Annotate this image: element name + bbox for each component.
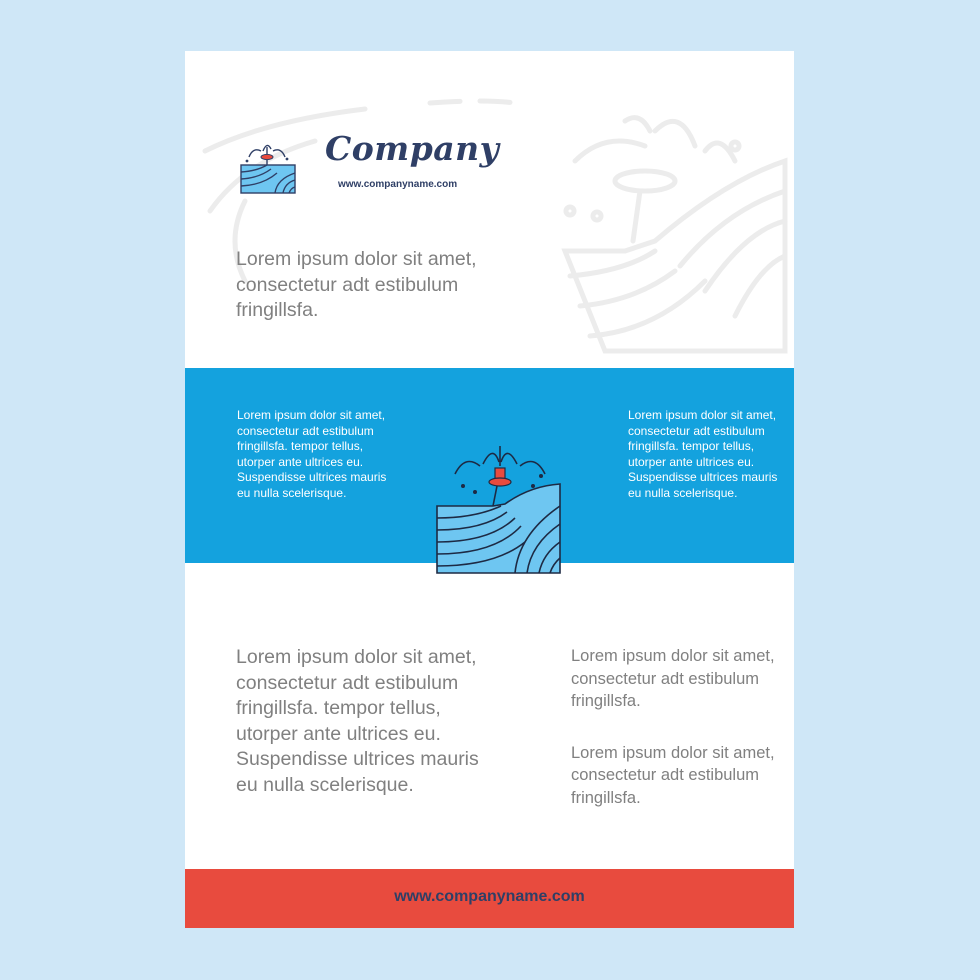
company-url[interactable]: www.companyname.com bbox=[338, 179, 458, 190]
body-right-paragraph: Lorem ipsum dolor sit amet, consectetur adt estibulum fringillsfa. bbox=[571, 647, 775, 710]
blue-band bbox=[185, 368, 794, 563]
brochure-page bbox=[185, 51, 794, 928]
watermark-fountain-icon bbox=[185, 51, 794, 381]
body-left-paragraph: Lorem ipsum dolor sit amet, consectetur adt estibulum fringillsfa. tempor tellus, utorper ante ultrices eu. Suspendisse ultrices mauris eu nulla scelerisque. bbox=[236, 646, 479, 796]
footer-bar bbox=[185, 869, 794, 928]
intro-paragraph: Lorem ipsum dolor sit amet, consectetur adt estibulum fringillsfa. bbox=[236, 248, 477, 321]
body-right-paragraph: Lorem ipsum dolor sit amet, consectetur adt estibulum fringillsfa. bbox=[571, 743, 775, 807]
company-name: Company bbox=[325, 129, 500, 168]
band-left-paragraph: Lorem ipsum dolor sit amet, consectetur adt estibulum fringillsfa. tempor tellus, utorper ante ultrices eu. Suspendisse ultrices mauris eu nulla scelerisque. bbox=[237, 408, 387, 500]
fountain-field-icon bbox=[435, 446, 565, 576]
footer-url-link[interactable]: www.companyname.com bbox=[394, 888, 585, 905]
body-right-column bbox=[571, 645, 786, 838]
band-right-paragraph: Lorem ipsum dolor sit amet, consectetur adt estibulum fringillsfa. tempor tellus, utorper ante ultrices eu. Suspendisse ultrices mauris eu nulla scelerisque. bbox=[628, 408, 778, 500]
fountain-field-icon bbox=[239, 139, 297, 197]
